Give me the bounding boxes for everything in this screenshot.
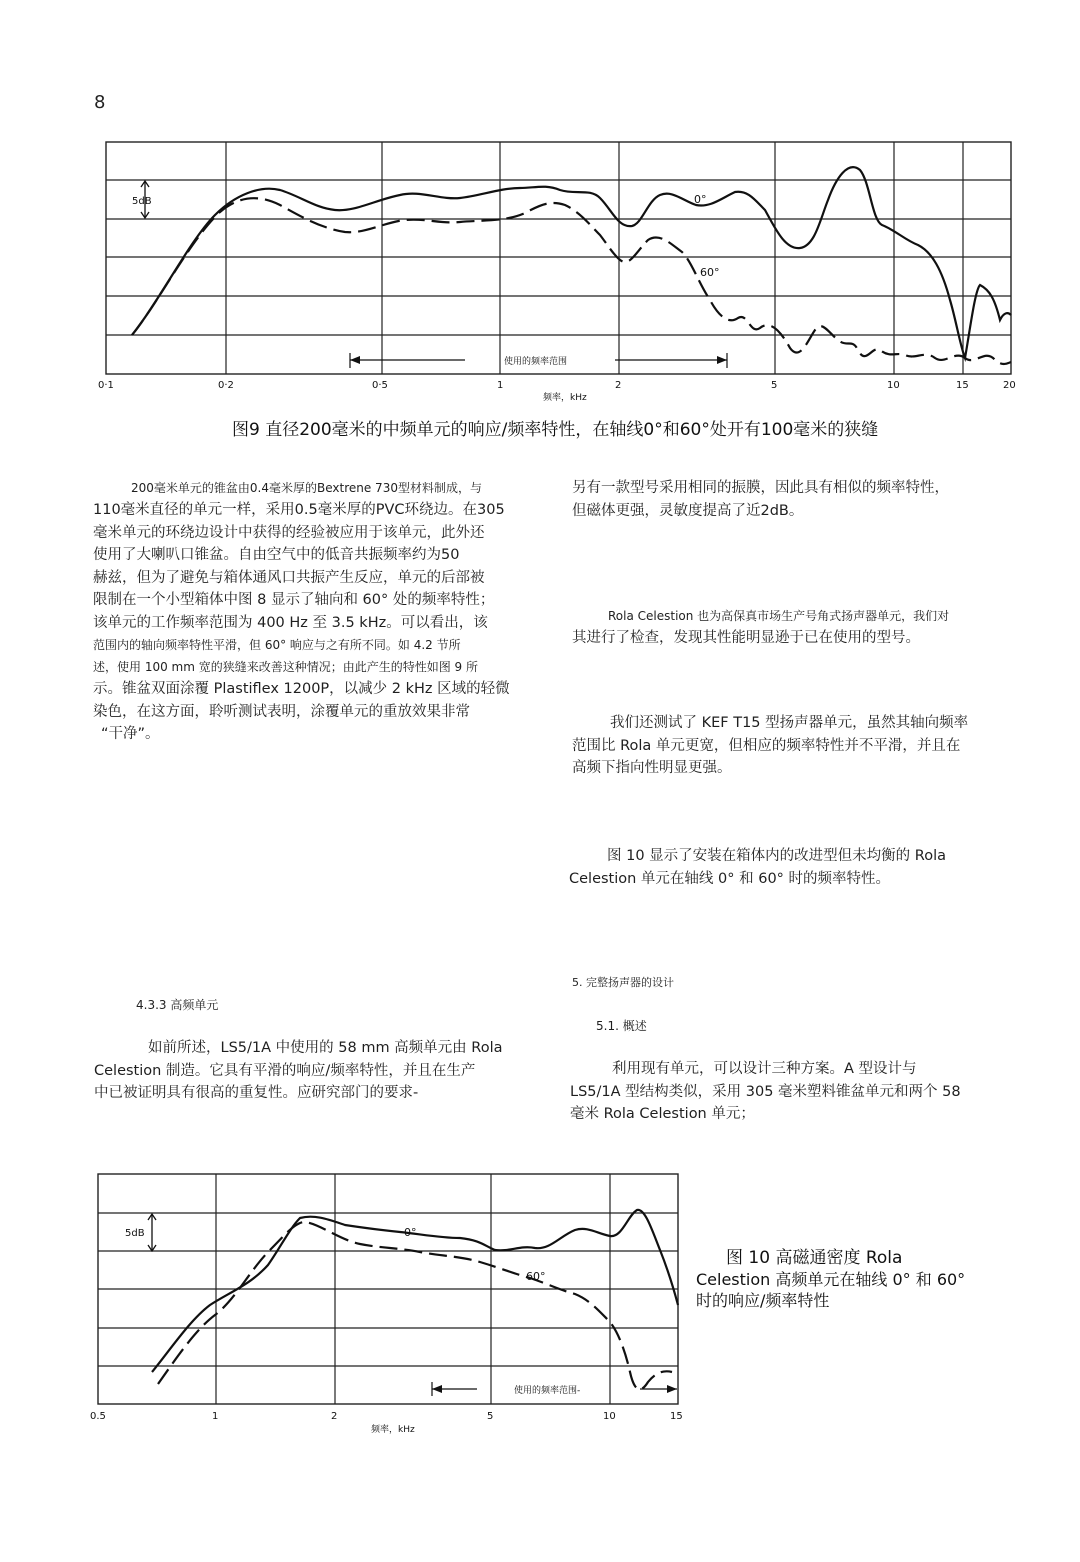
heading-4-3-3: 4.3.3 高频单元 xyxy=(136,998,219,1012)
left-paragraph-2 xyxy=(94,1037,534,1105)
text-line: 我们还测试了 KEF T15 型扬声器单元，虽然其轴向频率 xyxy=(610,715,969,731)
figure9-tick: 0·1 xyxy=(98,380,114,391)
figure9-caption: 图9 直径200毫米的中频单元的响应/频率特性，在轴线0°和60°处开有100毫米的狭缝 xyxy=(232,420,879,440)
figure10-graph xyxy=(85,1168,695,1440)
text-line: 如前所述，LS5/1A 中使用的 58 mm 高频单元由 Rola xyxy=(148,1040,503,1056)
figure9-frame xyxy=(106,142,1011,374)
figure10-label-60deg: 60° xyxy=(526,1270,546,1283)
text-line: 使用了大喇叭口锥盆。自由空气中的低音共振频率约为50 xyxy=(93,547,460,563)
figure10-tick: 0.5 xyxy=(90,1411,106,1422)
caption-line: Celestion 高频单元在轴线 0° 和 60° xyxy=(696,1270,966,1289)
figure9-tick: 20 xyxy=(1003,380,1016,391)
text-line: 高频下指向性明显更强。 xyxy=(572,760,732,776)
figure10-tick: 5 xyxy=(487,1411,494,1422)
text-line: 200毫米单元的锥盆由0.4毫米厚的Bextrene 730型材料制成，与 xyxy=(131,481,482,495)
text-line: 中已被证明具有很高的重复性。应研究部门的要求- xyxy=(94,1085,419,1101)
text-line: 限制在一个小型箱体中图 8 显示了轴向和 60° 处的频率特性； xyxy=(93,592,495,608)
figure9-tick: 0·2 xyxy=(218,380,234,391)
figure10-scale-label: 5dB xyxy=(125,1228,145,1239)
heading-5: 5. 完整扬声器的设计 xyxy=(572,976,674,989)
text-line: 赫兹，但为了避免与箱体通风口共振产生反应，单元的后部被 xyxy=(93,569,485,586)
text-line: 毫米单元的环绕边设计中获得的经验被应用于该单元，此外还 xyxy=(93,524,485,541)
figure9-xlabel: 频率，kHz xyxy=(543,393,587,403)
figure9-graph xyxy=(90,135,1025,405)
text-line: 利用现有单元，可以设计三种方案。A 型设计与 xyxy=(612,1061,917,1077)
right-paragraph-5 xyxy=(570,1058,1010,1126)
text-line: 图 10 显示了安装在箱体内的改进型但未均衡的 Rola xyxy=(607,848,946,864)
right-paragraph-3 xyxy=(572,712,1012,780)
text-line: 但磁体更强，灵敏度提高了近2dB。 xyxy=(572,502,804,519)
figure9-label-60deg: 60° xyxy=(700,266,720,279)
text-line: LS5/1A 型结构类似，采用 305 毫米塑料锥盆单元和两个 58 xyxy=(570,1083,961,1100)
left-paragraph-1 xyxy=(93,477,533,746)
figure9-x-ticks xyxy=(98,380,1016,391)
figure10-caption xyxy=(696,1248,1026,1311)
figure9-tick: 15 xyxy=(956,380,969,391)
caption-line: 图 10 高磁通密度 Rola xyxy=(726,1248,903,1268)
text-line: 示。锥盆双面涂覆 Plastiflex 1200P，以减少 2 kHz 区域的轻微 xyxy=(93,681,510,697)
figure10-tick: 2 xyxy=(331,1411,338,1422)
figure9-tick: 2 xyxy=(615,380,622,391)
figure9-tick: 1 xyxy=(497,380,504,391)
caption-line: 时的响应/频率特性 xyxy=(696,1291,830,1310)
figure10-tick: 1 xyxy=(212,1411,219,1422)
figure10-curve-60deg xyxy=(158,1222,672,1389)
figure10-label-0deg: 0° xyxy=(404,1226,417,1239)
text-line: 毫米 Rola Celestion 单元； xyxy=(570,1106,755,1122)
right-paragraph-1 xyxy=(572,477,1012,522)
figure9-range-label: 使用的频率范围 xyxy=(504,357,568,367)
figure9-curve-0deg xyxy=(132,167,1011,358)
figure9-label-0deg: 0° xyxy=(694,193,707,206)
text-line: 110毫米直径的单元一样，采用0.5毫米厚的PVC环绕边。在305 xyxy=(93,502,505,518)
figure10-xlabel: 频率，kHz xyxy=(371,1425,415,1435)
figure9-tick: 5 xyxy=(771,380,778,391)
text-line: 范围内的轴向频率特性平滑，但 60° 响应与之有所不同。如 4.2 节所 xyxy=(93,638,461,652)
figure10-tick: 15 xyxy=(670,1411,683,1422)
right-paragraph-4 xyxy=(569,845,1009,890)
text-line: 染色，在这方面，聆听测试表明，涂覆单元的重放效果非常 xyxy=(93,703,470,720)
figure9-scale-label: 5dB xyxy=(132,196,152,207)
text-line: 述，使用 100 mm 宽的狭缝来改善这种情况；由此产生的特性如图 9 所 xyxy=(93,660,478,674)
text-line: Rola Celestion 也为高保真市场生产号角式扬声器单元，我们对 xyxy=(608,609,950,623)
text-line: Celestion 制造。它具有平滑的响应/频率特性，并且在生产 xyxy=(94,1062,476,1079)
figure9-tick: 0·5 xyxy=(372,380,388,391)
heading-5-1: 5.1. 概述 xyxy=(596,1019,647,1033)
text-line: 其进行了检查，发现其性能明显逊于已在使用的型号。 xyxy=(572,630,920,646)
figure10-x-ticks xyxy=(90,1411,683,1422)
page-number: 8 xyxy=(94,92,106,113)
figure10-tick: 10 xyxy=(603,1411,616,1422)
figure10-range-label: 使用的频率范围- xyxy=(514,1386,581,1396)
text-line: 范围比 Rola 单元更宽，但相应的频率特性并不平滑，并且在 xyxy=(572,737,961,754)
right-paragraph-2 xyxy=(572,605,1012,650)
text-line: 该单元的工作频率范围为 400 Hz 至 3.5 kHz。可以看出，该 xyxy=(93,614,488,631)
text-line: 另有一款型号采用相同的振膜，因此具有相似的频率特性， xyxy=(572,480,949,496)
text-line: Celestion 单元在轴线 0° 和 60° 时的频率特性。 xyxy=(569,870,891,887)
figure9-tick: 10 xyxy=(887,380,900,391)
text-line: “干净”。 xyxy=(101,726,160,742)
